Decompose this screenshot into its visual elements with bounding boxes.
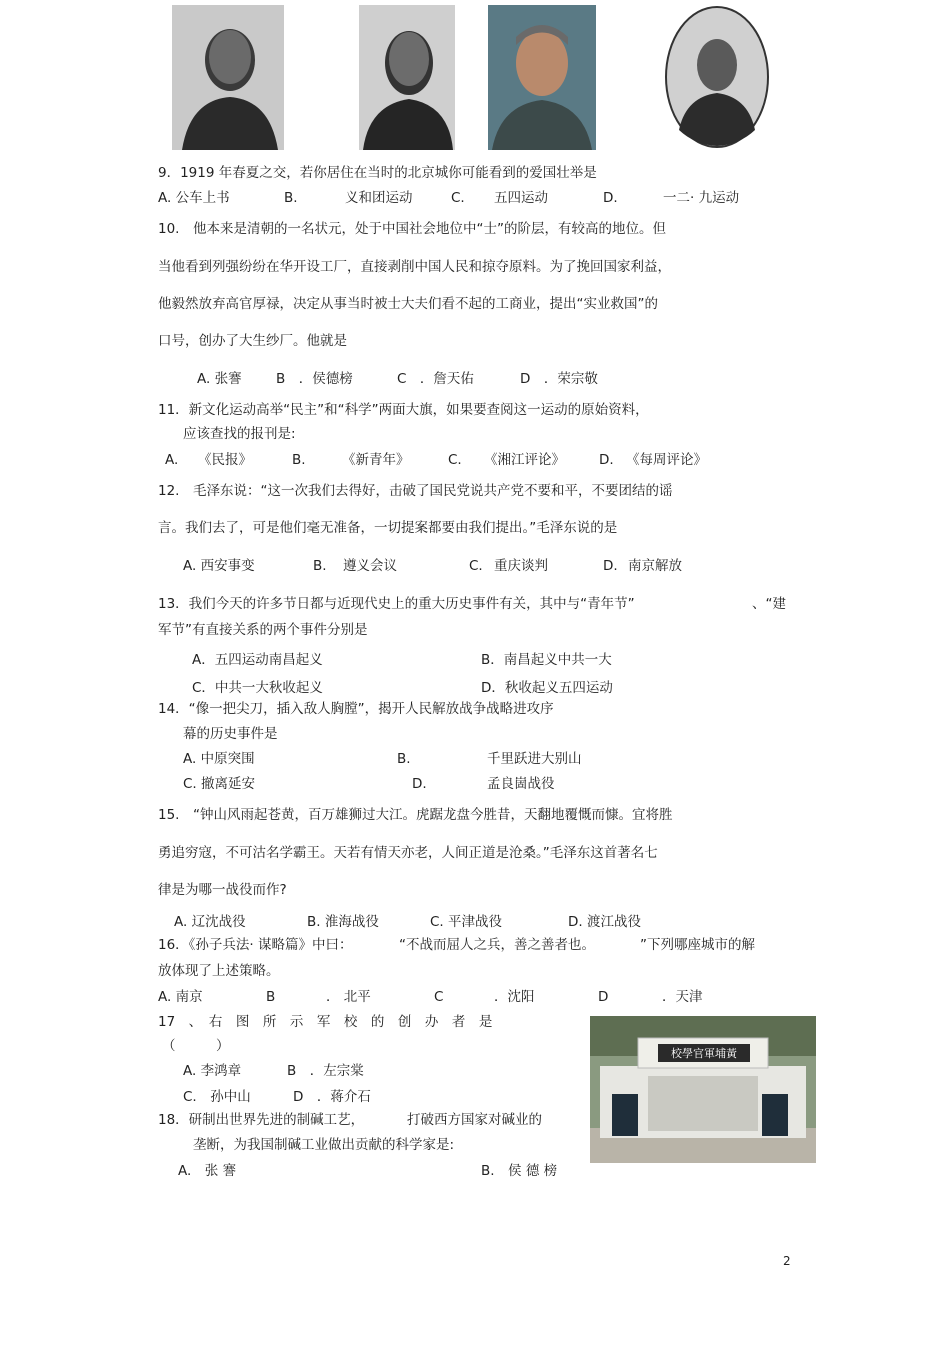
q14-option-b-text: 千里跃进大别山 — [487, 751, 582, 767]
q16-option-b-letter: B — [266, 989, 276, 1005]
q17-line-1: 17 、 右 图 所 示 军 校 的 创 办 者 是 — [158, 1014, 493, 1030]
q11-option-a-letter: A. — [165, 452, 179, 468]
q12-line-1: 12. 毛泽东说：“这一次我们去得好，击破了国民党说共产党不要和平，不要团结的谣 — [158, 483, 673, 499]
q18-line-1b: 打破西方国家对碱业的 — [407, 1112, 542, 1128]
q10-option-a: A. 张謇 — [197, 371, 242, 387]
q13-line-1b: 、“建 — [752, 596, 786, 612]
q17-line-2: （ ） — [162, 1038, 230, 1054]
q13-line-1a: 13．我们今天的许多节日都与近现代史上的重大历史事件有关，其中与“青年节” — [158, 596, 635, 612]
portrait-photo-4 — [664, 5, 770, 150]
q11-option-d-letter: D. — [599, 452, 614, 468]
q10-line-3: 他毅然放弃高官厚禄，决定从事当时被士大夫们看不起的工商业，提出“实业救国”的 — [158, 296, 658, 312]
portrait-photo-3 — [488, 5, 596, 150]
q13-line-2: 军节”有直接关系的两个事件分别是 — [158, 622, 368, 638]
q12-option-d-text: 南京解放 — [628, 558, 682, 574]
q10-option-b: B ．侯德榜 — [276, 371, 353, 387]
q16-option-b-text: ． 北平 — [326, 989, 371, 1005]
q15-option-d: D. 渡江战役 — [568, 914, 641, 930]
q14-option-b-letter: B. — [397, 751, 411, 767]
q15-option-c: C. 平津战役 — [430, 914, 503, 930]
q14-option-d-text: 孟良崮战役 — [487, 776, 555, 792]
q11-option-c-text: 《湘江评论》 — [484, 452, 565, 468]
q11-option-c-letter: C. — [448, 452, 462, 468]
q12-line-2: 言。我们去了，可是他们毫无准备，一切提案都要由我们提出。”毛泽东说的是 — [158, 520, 618, 536]
q12-option-b-letter: B. — [313, 558, 327, 574]
q12-option-b-text: 遵义会议 — [343, 558, 397, 574]
q13-option-c: C．中共一大秋收起义 — [192, 680, 323, 696]
q12-option-a: A. 西安事变 — [183, 558, 255, 574]
q11-option-b-text: 《新青年》 — [342, 452, 410, 468]
q10-line-1: 10. 他本来是清朝的一名状元，处于中国社会地位中“士”的阶层，有较高的地位。但 — [158, 221, 666, 237]
q15-option-b: B. 淮海战役 — [307, 914, 379, 930]
q11-option-d-text: 《每周评论》 — [626, 452, 707, 468]
q16-option-c-letter: C — [434, 989, 444, 1005]
q10-line-2: 当他看到列强纷纷在华开设工厂，直接剥削中国人民和掠夺原料。为了挽回国家利益， — [158, 259, 671, 275]
q16-option-a: A. 南京 — [158, 989, 203, 1005]
q15-line-1: 15. “钟山风雨起苍黄，百万雄狮过大江。虎踞龙盘今胜昔，天翻地覆慨而慷。宜将胜 — [158, 807, 673, 823]
q15-line-2: 勇追穷寇，不可沽名学霸王。天若有情天亦老，人间正道是沧桑。”毛泽东这首著名七 — [158, 845, 658, 861]
portrait-photo-1 — [172, 5, 284, 150]
q17-option-d: D ．蒋介石 — [293, 1089, 371, 1105]
q11-option-a-text: 《民报》 — [198, 452, 252, 468]
q18-line-2: 垄断，为我国制碱工业做出贡献的科学家是: — [193, 1137, 455, 1153]
q18-option-b: B. 侯 德 榜 — [481, 1163, 558, 1179]
q11-line-2: 应该查找的报刊是: — [183, 426, 296, 442]
q12-option-c-letter: C. — [469, 558, 483, 574]
q10-line-4: 口号，创办了大生纱厂。他就是 — [158, 333, 347, 349]
q12-option-c-text: 重庆谈判 — [494, 558, 548, 574]
q11-line-1: 11．新文化运动高举“民主”和“科学”两面大旗，如果要查阅这一运动的原始资料， — [158, 402, 649, 418]
q14-option-c: C. 撤离延安 — [183, 776, 256, 792]
q9-option-a: A. 公车上书 — [158, 190, 230, 206]
q9-stem: 9．1919 年春夏之交，若你居住在当时的北京城你可能看到的爱国壮举是 — [158, 165, 597, 181]
q14-line-1: 14．“像一把尖刀，插入敌人胸膛”，揭开人民解放战争战略进攻序 — [158, 701, 554, 717]
q16-line-1b: “不战而屈人之兵，善之善者也。 — [399, 937, 595, 953]
q17-option-a: A. 李鸿章 — [183, 1063, 242, 1079]
q13-option-b: B．南昌起义中共一大 — [481, 652, 612, 668]
q9-option-b-text: 义和团运动 — [345, 190, 413, 206]
military-academy-gate-photo — [590, 1016, 816, 1163]
q11-option-b-letter: B. — [292, 452, 306, 468]
q9-option-d-text: 一二· 九运动 — [663, 190, 740, 206]
q15-line-3: 律是为哪一战役而作? — [158, 882, 287, 898]
q14-option-d-letter: D. — [412, 776, 427, 792]
q12-option-d-letter: D. — [603, 558, 618, 574]
portrait-photo-2 — [359, 5, 455, 150]
q16-line-2: 放体现了上述策略。 — [158, 963, 280, 979]
page-number: 2 — [783, 1254, 791, 1268]
q16-option-c-text: ．沈阳 — [494, 989, 535, 1005]
q9-option-c-letter: C. — [451, 190, 465, 206]
q13-option-d: D．秋收起义五四运动 — [481, 680, 613, 696]
q16-option-d-letter: D — [598, 989, 609, 1005]
q16-line-1c: ”下列哪座城市的解 — [640, 937, 755, 953]
q14-option-a: A. 中原突围 — [183, 751, 255, 767]
q10-option-d: D ．荣宗敬 — [520, 371, 598, 387]
q14-line-2: 幕的历史事件是 — [183, 726, 278, 742]
q15-option-a: A. 辽沈战役 — [174, 914, 246, 930]
q18-option-a: A. 张 謇 — [178, 1163, 237, 1179]
q9-option-d-letter: D. — [603, 190, 618, 206]
q9-option-c-text: 五四运动 — [494, 190, 548, 206]
q16-option-d-text: ．天津 — [662, 989, 703, 1005]
q10-option-c: C ．詹天佑 — [397, 371, 474, 387]
q13-option-a: A．五四运动南昌起义 — [192, 652, 323, 668]
gate-sign-text: 校學官軍埔黃 — [671, 1047, 737, 1060]
q18-line-1a: 18．研制出世界先进的制碱工艺， — [158, 1112, 365, 1128]
q17-option-b: B ．左宗棠 — [287, 1063, 364, 1079]
q16-line-1a: 16．《孙子兵法· 谋略篇》中曰： — [158, 937, 353, 953]
q17-option-c: C. 孙中山 — [183, 1089, 251, 1105]
q9-option-b-letter: B. — [284, 190, 298, 206]
